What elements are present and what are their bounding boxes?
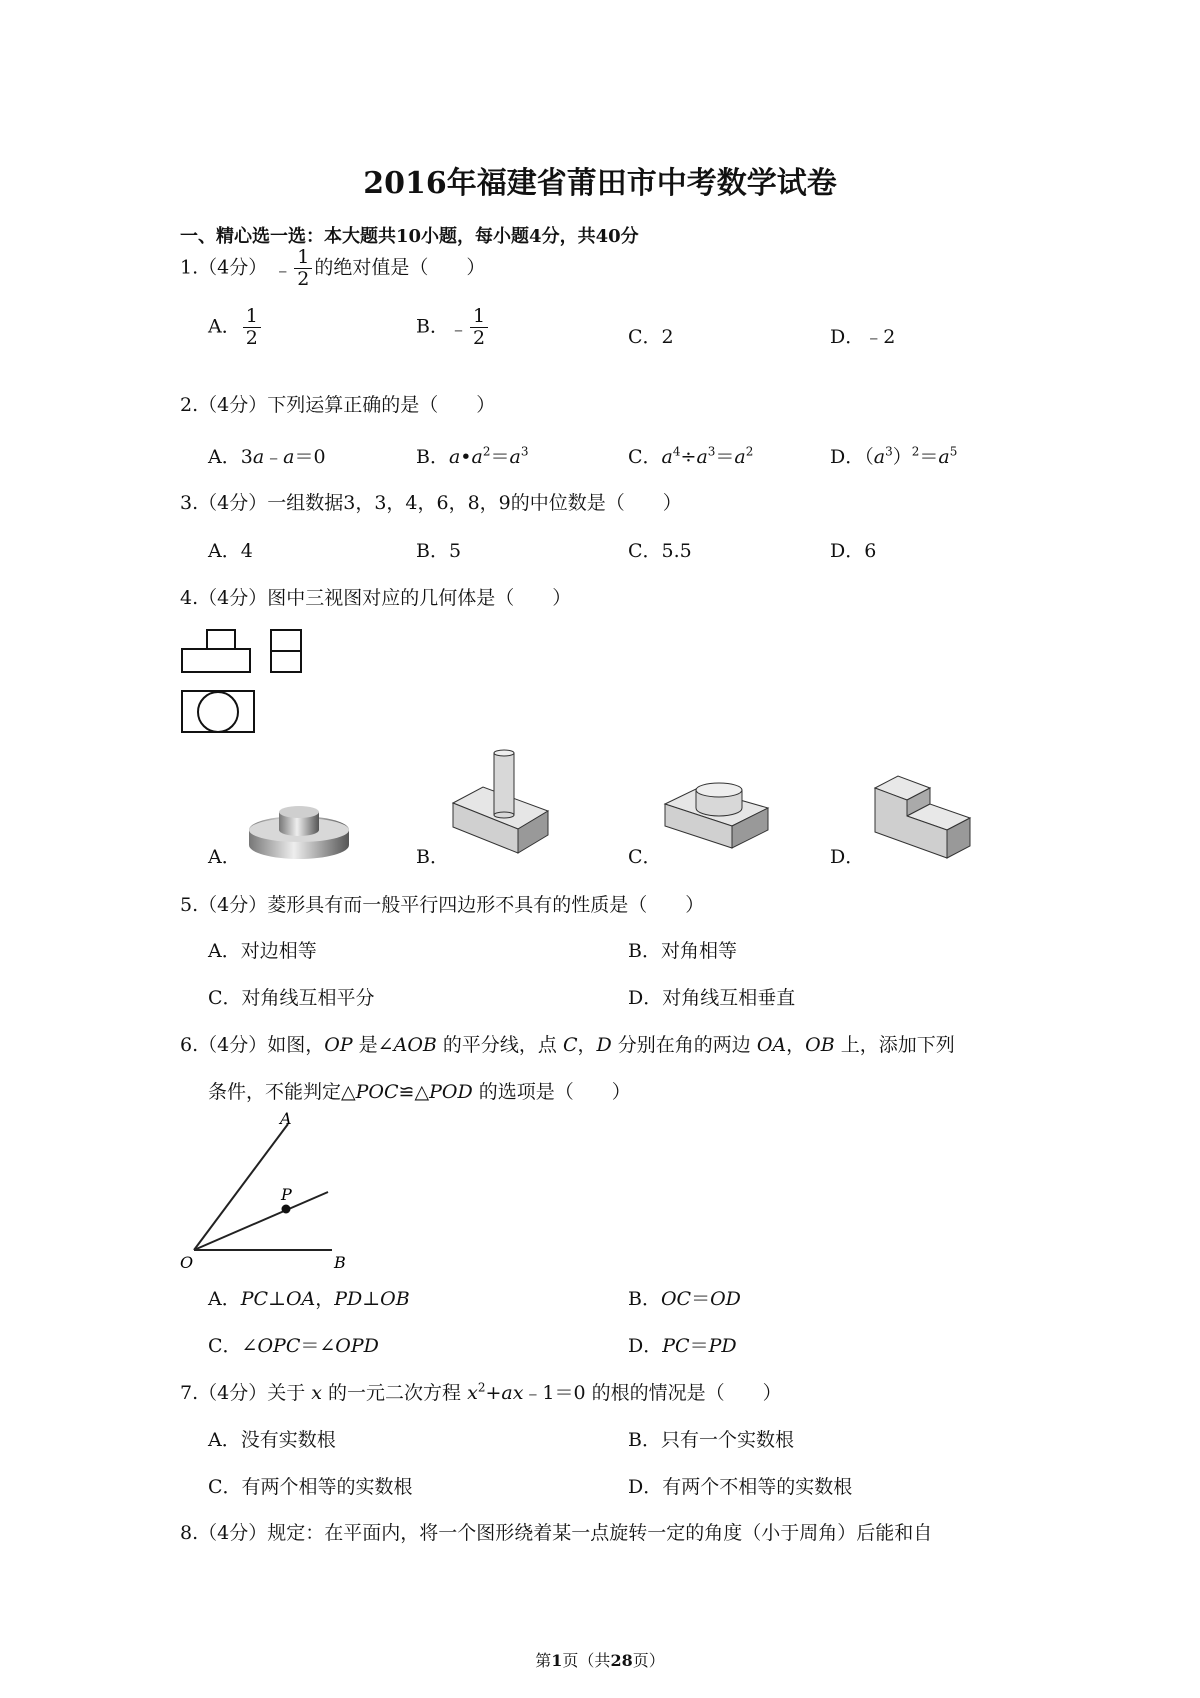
question-1 bbox=[180, 248, 485, 289]
question-score: （4分） bbox=[198, 256, 268, 279]
question-5: 5.（4分）菱形具有而一般平行四边形不具有的性质是（ ） bbox=[180, 894, 705, 916]
minus-sign: ﹣ bbox=[273, 259, 293, 281]
option-d: D．6 bbox=[830, 540, 877, 562]
option-c: C．2 bbox=[628, 326, 674, 348]
question-stem: 的绝对值是（ ） bbox=[314, 256, 486, 279]
option-c: C．对角线互相平分 bbox=[208, 987, 375, 1009]
current-page: 1 bbox=[551, 1651, 563, 1670]
angle-bisector-figure bbox=[178, 1110, 358, 1270]
label-b: B bbox=[334, 1253, 346, 1272]
option-a: A．没有实数根 bbox=[208, 1429, 336, 1451]
question-7: 7.（4分）关于 x 的一元二次方程 $x^2+ax﹣1=0$ 的根的情况是（ ） bbox=[180, 1380, 782, 1404]
option-c: C．有两个相等的实数根 bbox=[208, 1476, 413, 1498]
fraction: $\frac{1}{2}$ bbox=[243, 307, 261, 348]
option-d: D．﹣2 bbox=[830, 326, 896, 348]
option-a-solid-figure bbox=[244, 800, 354, 865]
label-p: P bbox=[281, 1185, 292, 1204]
option-b: B．﹣ $\frac{1}{2}$ bbox=[416, 307, 490, 348]
three-view-figure bbox=[180, 625, 300, 735]
page-footer: 第1页（共28页） bbox=[535, 1651, 665, 1670]
option-b: B．OC＝OD bbox=[628, 1288, 741, 1310]
question-stem: 图中三视图对应的几何体是（ ） bbox=[267, 587, 572, 609]
option-b: B．对角相等 bbox=[628, 940, 737, 962]
option-d: D．$(a^3)^2=a^5$ bbox=[830, 444, 958, 468]
label-o: O bbox=[180, 1253, 194, 1272]
question-6-line-2: 条件，不能判定△POC≌△POD 的选项是（ ） bbox=[208, 1081, 631, 1103]
option-d: D．PC＝PD bbox=[628, 1335, 737, 1357]
option-a: A． $\frac{1}{2}$ bbox=[208, 307, 263, 348]
option-a: A．对边相等 bbox=[208, 940, 317, 962]
option-d: D． bbox=[830, 846, 865, 868]
option-c: C．∠OPC＝∠OPD bbox=[208, 1335, 379, 1357]
option-c-solid-figure bbox=[660, 780, 780, 860]
fraction: $\frac{1}{2}$ bbox=[294, 248, 312, 289]
option-d: D．有两个不相等的实数根 bbox=[628, 1476, 853, 1498]
fraction: $\frac{1}{2}$ bbox=[470, 307, 488, 348]
question-number: 1. bbox=[180, 256, 199, 279]
option-c: C． bbox=[628, 846, 662, 868]
option-a: A． bbox=[208, 846, 241, 868]
option-b: B．只有一个实数根 bbox=[628, 1429, 794, 1451]
option-b: B．$a•a^2=a^3$ bbox=[416, 444, 529, 468]
question-4: 4.（4分）图中三视图对应的几何体是（ ） bbox=[180, 587, 572, 609]
question-stem: 下列运算正确的是（ ） bbox=[267, 394, 496, 416]
option-a: A．3a﹣a＝0 bbox=[208, 446, 326, 468]
section-heading: 一、精心选一选：本大题共10小题，每小题4分，共40分 bbox=[180, 226, 639, 247]
option-d: D．对角线互相垂直 bbox=[628, 987, 796, 1009]
option-a: A．4 bbox=[208, 540, 253, 562]
option-d-solid-figure bbox=[870, 770, 980, 870]
option-b-solid-figure bbox=[448, 745, 558, 865]
question-stem: 规定：在平面内，将一个图形绕着某一点旋转一定的角度（小于周角）后能和自 bbox=[267, 1522, 933, 1544]
label-a: A bbox=[280, 1109, 292, 1128]
question-2: 2.（4分）下列运算正确的是（ ） bbox=[180, 394, 496, 416]
option-b: B．5 bbox=[416, 540, 462, 562]
option-a: A．PC⊥OA，PD⊥OB bbox=[208, 1288, 410, 1310]
option-b: B． bbox=[416, 846, 449, 868]
total-pages: 28 bbox=[610, 1651, 633, 1670]
option-c: C．5.5 bbox=[628, 540, 692, 562]
option-c: C．$a^4\div a^3=a^2$ bbox=[628, 444, 754, 468]
question-stem: 菱形具有而一般平行四边形不具有的性质是（ ） bbox=[267, 894, 705, 916]
question-6: 6.（4分）如图，OP 是∠AOB 的平分线，点 C，D 分别在角的两边 OA，OB 上，添加下列 bbox=[180, 1034, 955, 1056]
question-3: 3.（4分）一组数据3，3，4，6，8，9的中位数是（ ） bbox=[180, 492, 682, 514]
question-stem: 一组数据3，3，4，6，8，9的中位数是（ ） bbox=[267, 492, 682, 514]
page-title: 2016年福建省莆田市中考数学试卷 bbox=[363, 166, 837, 201]
question-8: 8.（4分）规定：在平面内，将一个图形绕着某一点旋转一定的角度（小于周角）后能和自 bbox=[180, 1522, 933, 1544]
